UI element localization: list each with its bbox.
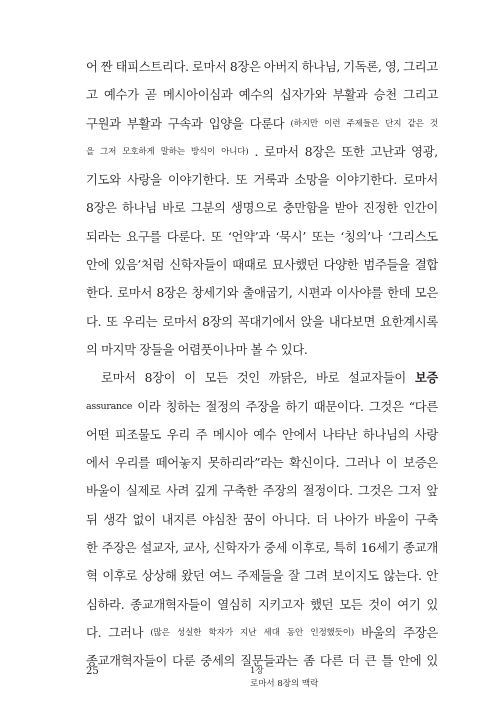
text-word: 16세기 [360, 541, 400, 556]
text-word: 이야기한다. [167, 173, 230, 188]
text-word: 까닭은, [268, 371, 308, 386]
text-word: 구원과 [86, 116, 121, 131]
text-word: 로마서 [162, 314, 198, 329]
text-word: 세대 [263, 627, 280, 638]
text-word: 입양을 [208, 116, 244, 131]
text-word: 또는 [311, 229, 335, 244]
text-line [86, 364, 438, 392]
text-word: 안 [426, 569, 438, 584]
text-word: 거룩과 [253, 173, 289, 188]
text-word: 신학자가 [213, 541, 260, 556]
text-word: 로마서 [101, 371, 136, 386]
text-word: 그저 [397, 484, 422, 499]
text-word: 인정했듯이) [310, 627, 355, 638]
text-word: 중세 [264, 541, 288, 556]
text-word: 다. [86, 625, 102, 640]
text-word: 사랑을 [126, 173, 162, 188]
text-word: 종교개 [403, 541, 438, 556]
text-word: 의 [86, 342, 98, 357]
text-word: 또 [235, 173, 248, 188]
text-word: 모은 [414, 286, 438, 301]
text-word: 8장은 [86, 201, 117, 216]
text-word: 다. [86, 314, 102, 329]
text-word: 보이지도 [332, 569, 379, 584]
text-word: 단지 [385, 118, 402, 129]
text-word: 출애굽기, [242, 286, 293, 301]
text-word: 요구를 [126, 229, 162, 244]
text-word: 메시아 [212, 427, 248, 442]
text-word: 왔던 [181, 569, 205, 584]
text-word: 바울이 [86, 484, 121, 499]
text-word: 어렴풋이나마 [177, 342, 248, 357]
text-word: 바로 [315, 371, 340, 386]
text-word: 영, [384, 60, 401, 74]
text-word: 한 [86, 541, 98, 556]
text-word: 질문들과는 [240, 654, 299, 669]
text-word: 있 [426, 597, 438, 612]
text-word: 로마서 [264, 144, 299, 159]
text-line [86, 166, 438, 194]
text-line [86, 534, 438, 562]
text-word: 예수가 [103, 88, 139, 103]
text-word: 고난과 [370, 144, 406, 159]
text-word: 혁 [86, 569, 98, 584]
text-word: 요한계시록 [380, 314, 438, 329]
running-head-title: 로마서 8장의 맥락 [250, 679, 319, 689]
text-word: 꼭대기에서 [237, 314, 296, 329]
text-word: assurance [86, 400, 133, 412]
text-word: 생명으로 [230, 201, 278, 216]
text-word: 그러나 [108, 625, 144, 640]
text-word: 절정의 [205, 399, 241, 414]
text-word: 시편과 [296, 286, 332, 301]
text-word: 모든 [204, 371, 228, 386]
text-word: 범주들을 [363, 258, 410, 273]
text-word: 않는다. [383, 569, 422, 584]
text-word: 좀 [303, 654, 315, 669]
text-word: 되라는 [86, 229, 121, 244]
text-word: 결합 [414, 258, 438, 273]
text-word: 피조물도 [114, 427, 162, 442]
text-word: 아버지 [263, 60, 299, 74]
text-word: 주제들을 [237, 569, 284, 584]
text-line [86, 477, 438, 505]
text-word: ‘언약’과 [227, 229, 270, 244]
text-word: 부활과 [126, 116, 162, 131]
text-word: 설교자, [140, 541, 179, 556]
text-word: 신학자들이 [169, 258, 228, 273]
text-word: 내지른 [161, 512, 197, 527]
text-word: 학자가 [208, 627, 233, 638]
text-line [86, 279, 438, 307]
text-word: 더 [348, 654, 360, 669]
text-line [86, 81, 438, 109]
text-word: 한데 [387, 286, 411, 301]
text-word: 곧 [145, 88, 157, 103]
text-word: 그러나 [345, 456, 380, 471]
text-line [86, 619, 438, 647]
text-word: 사랑 [414, 427, 438, 442]
text-word: 칭하는 [165, 399, 201, 414]
text-word: 없이 [132, 512, 156, 527]
text-word: 말하는 [160, 146, 185, 157]
text-word: 교사, [182, 541, 210, 556]
text-line [86, 562, 438, 590]
text-word: 못하리라”라는 [207, 456, 284, 471]
text-word: 사려 [165, 484, 190, 499]
text-word: 심하라. [86, 597, 125, 612]
text-word: 있 [426, 654, 438, 669]
running-head [250, 665, 440, 691]
text-word: 하기 [285, 399, 309, 414]
text-word: 내다보면 [328, 314, 376, 329]
text-word: 영광, [411, 144, 438, 159]
text-word: 그것은 [357, 484, 393, 499]
text-word: ‘칭의’나 [340, 229, 383, 244]
text-word: 아니다. [271, 512, 311, 527]
text-word: 성실한 [176, 627, 202, 638]
text-word: 지난 [240, 627, 257, 638]
text-word: 한다. [86, 286, 113, 301]
text-word: 짠 [100, 60, 113, 74]
text-word: 그리고 [403, 88, 438, 103]
text-word: 방식이 [190, 146, 216, 157]
text-word: (많은 [150, 627, 170, 638]
text-word: 하나님 [122, 201, 157, 216]
text-word: 여기 [397, 597, 421, 612]
text-word: 구축한 [222, 484, 258, 499]
text-word: 하나님의 [362, 427, 410, 442]
text-word: 그것은 [368, 399, 404, 414]
text-word: 때때로 [232, 258, 268, 273]
text-word: 보증은 [403, 456, 438, 471]
text-word: 열심히 [217, 597, 252, 612]
text-word: 안에 [398, 654, 422, 669]
text-word: 안에서 [282, 427, 317, 442]
text-line [86, 110, 438, 138]
text-word: 충만함을 [282, 201, 330, 216]
text-word: 모호하게 [122, 146, 155, 157]
text-word: 또 [106, 314, 118, 329]
text-word: 앞 [426, 484, 438, 499]
text-word: 이런 [324, 118, 341, 129]
text-word: 이 [385, 456, 398, 471]
text-word: 장들을 [139, 342, 175, 357]
text-word: 떼어놓지 [155, 456, 203, 471]
text-word: 진정한 [363, 201, 398, 216]
text-word: 더 [316, 512, 328, 527]
text-line [86, 421, 438, 449]
text-word: 받아 [334, 201, 358, 216]
text-word: 승천 [373, 88, 397, 103]
text-word: 깊게 [194, 484, 218, 499]
text-word: 종교개혁자들이 [130, 597, 212, 612]
text-word: 하나님, [301, 60, 341, 74]
text-word: 그분의 [190, 201, 226, 216]
text-word: 주제들은 [346, 118, 379, 129]
text-word: 나타난 [322, 427, 358, 442]
text-word: 이사야를 [336, 286, 383, 301]
text-word: 그려 [304, 569, 328, 584]
text-word: 주 [195, 427, 208, 442]
text-word: 다른 [319, 654, 344, 669]
text-word: ‘그리스도 [387, 229, 438, 244]
text-word: . [254, 144, 259, 159]
text-word: 8장은 [304, 144, 336, 159]
text-line [86, 393, 438, 421]
text-word: 바로 [162, 201, 186, 216]
text-word: 것인 [236, 371, 260, 386]
text-word: 아니다) [221, 146, 249, 157]
page-number: 25 [86, 666, 99, 677]
text-word: 예수 [253, 427, 277, 442]
text-word: 같은 [407, 118, 424, 129]
text-word: 소망을 [294, 173, 330, 188]
text-word: 있음’처럼 [114, 258, 165, 273]
running-head-chapter: 1장 [250, 666, 264, 676]
text-word: 구속과 [167, 116, 203, 131]
text-word: 생각 [103, 512, 127, 527]
text-word: 큰 [364, 654, 377, 669]
text-word: 또한 [341, 144, 365, 159]
text-word: 그저 [100, 146, 117, 157]
text-word: 구축 [414, 512, 438, 527]
text-word: 우리 [166, 427, 190, 442]
text-word: 것이 [368, 597, 392, 612]
text-word: 다룬 [172, 654, 196, 669]
text-word: 수 [265, 342, 278, 357]
text-word: 절정이다. [302, 484, 353, 499]
text-word: 메시아이심과 [162, 88, 233, 103]
text-word: 상상해 [141, 569, 177, 584]
text-word: 로마서 [191, 60, 227, 74]
text-word: 8장은 [229, 60, 261, 74]
text-word: 이야기한다. [335, 173, 397, 188]
text-word: 을 [86, 146, 95, 157]
text-line [86, 194, 438, 222]
text-word: 그리고 [403, 60, 438, 74]
text-word: 주장을 [245, 399, 281, 414]
text-word: 로마서 [117, 286, 153, 301]
text-word: 우리를 [115, 456, 150, 471]
text-word: 주장의 [262, 484, 298, 499]
text-line [86, 506, 438, 534]
text-word: 앉을 [300, 314, 324, 329]
text-word: 부활과 [332, 88, 368, 103]
text-line [86, 308, 438, 336]
text-word: 다룬다 [249, 116, 285, 131]
text-word: 인간이 [403, 201, 438, 216]
text-line [86, 449, 438, 477]
text-word: 8장이 [144, 371, 176, 386]
text-word: 기독론, [343, 60, 382, 74]
text-word: 어 [86, 60, 98, 74]
text-word: 동안 [286, 627, 304, 638]
text-word: 보증 [414, 370, 438, 386]
text-word: (하지만 [290, 118, 318, 129]
text-word: 8장의 [202, 314, 233, 329]
text-word: 창세기와 [191, 286, 239, 301]
text-line [86, 223, 438, 251]
text-word: 이라 [137, 399, 161, 414]
text-word: 기도와 [86, 173, 121, 188]
text-word: 마지막 [101, 342, 136, 357]
text-line [86, 251, 438, 279]
text-word: 안에 [86, 258, 110, 273]
text-word: 로마서 [403, 173, 438, 188]
text-word: 8장은 [156, 286, 188, 301]
text-word: 모든 [339, 597, 363, 612]
text-word: 확신이다. [289, 456, 340, 471]
text-word: 에서 [86, 456, 110, 471]
text-word: 이후로 [102, 569, 138, 584]
text-word: 볼 [250, 342, 263, 357]
text-word: 주장은 [101, 541, 137, 556]
text-word: 중세의 [200, 654, 236, 669]
text-word: 있다. [280, 342, 308, 357]
text-line [86, 591, 438, 619]
text-word: 바울이 [374, 512, 409, 527]
text-word: 주장은 [403, 625, 438, 640]
text-word: 것 [429, 118, 438, 129]
text-word: 어떤 [86, 427, 110, 442]
text-line [86, 138, 438, 166]
text-word: 지키고자 [257, 597, 305, 612]
text-word: 여느 [209, 569, 233, 584]
text-word: 실제로 [125, 484, 161, 499]
text-word: 이 [184, 371, 196, 386]
text-word: 종교개혁자들이 [86, 654, 168, 669]
text-word: ‘묵시’ [275, 229, 306, 244]
text-word: 틀 [381, 654, 394, 669]
text-word: 나아가 [333, 512, 369, 527]
text-word: 다양한 [323, 258, 359, 273]
text-word: 뒤 [86, 512, 98, 527]
text-word: “다른 [408, 399, 438, 414]
text-word: 또 [210, 229, 223, 244]
text-word: 설교자들이 [348, 371, 406, 386]
text-word: 고 [86, 88, 98, 103]
text-line [86, 336, 438, 364]
text-word: 태피스트리다. [115, 60, 189, 74]
text-line [86, 53, 438, 81]
text-word: 다룬다. [166, 229, 206, 244]
text-word: 바울의 [361, 625, 396, 640]
text-word: 우리는 [122, 314, 158, 329]
text-word: 했던 [310, 597, 334, 612]
text-word: 특히 [333, 541, 357, 556]
text-word: 꿈이 [242, 512, 266, 527]
text-word: 잘 [288, 569, 300, 584]
text-word: 야심찬 [202, 512, 237, 527]
text-word: 예수의 [238, 88, 274, 103]
text-word: 이후로, [291, 541, 330, 556]
text-word: 십자가와 [279, 88, 327, 103]
body-text [86, 53, 438, 676]
text-word: 때문이다. [313, 399, 364, 414]
text-word: 묘사했던 [272, 258, 319, 273]
